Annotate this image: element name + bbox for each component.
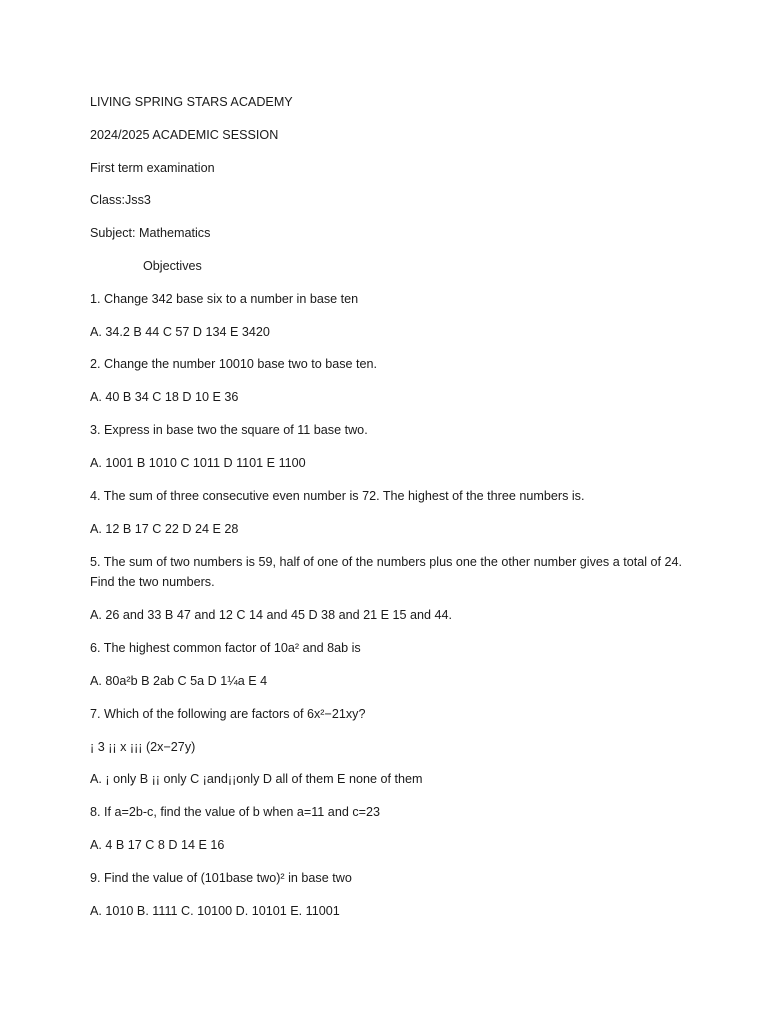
question-7-statements: ¡ 3 ¡¡ x ¡¡¡ (2x−27y) [90,740,196,754]
question-9: 9. Find the value of (101base two)² in base two [90,871,352,885]
subject-label: Subject: Mathematics [90,226,211,240]
options-8: A. 4 B 17 C 8 D 14 E 16 [90,838,225,852]
section-heading: Objectives [143,259,202,273]
options-4: A. 12 B 17 C 22 D 24 E 28 [90,522,239,536]
options-3: A. 1001 B 1010 C 1011 D 1101 E 1100 [90,456,306,470]
class-label: Class:Jss3 [90,193,151,207]
academic-session: 2024/2025 ACADEMIC SESSION [90,128,279,142]
question-4: 4. The sum of three consecutive even number is 72. The highest of the three numbers is. [90,489,585,503]
exam-title: First term examination [90,161,215,175]
options-2: A. 40 B 34 C 18 D 10 E 36 [90,390,239,404]
question-7: 7. Which of the following are factors of 6x²−21xy? [90,707,366,721]
options-1: A. 34.2 B 44 C 57 D 134 E 3420 [90,325,270,339]
question-8: 8. If a=2b-c, find the value of b when a=11 and c=23 [90,805,380,819]
school-name: LIVING SPRING STARS ACADEMY [90,95,293,109]
question-6: 6. The highest common factor of 10a² and 8ab is [90,641,361,655]
options-9: A. 1010 B. 1111 C. 10100 D. 10101 E. 11001 [90,904,340,918]
options-7: A. ¡ only B ¡¡ only C ¡and¡¡only D all of them E none of them [90,772,423,786]
question-3: 3. Express in base two the square of 11 base two. [90,423,368,437]
question-5: 5. The sum of two numbers is 59, half of one of the numbers plus one the other number gives a total of 24. Find the two numbers. [90,555,683,589]
question-1: 1. Change 342 base six to a number in base ten [90,292,359,306]
question-2: 2. Change the number 10010 base two to base ten. [90,357,378,371]
options-6: A. 80a²b B 2ab C 5a D 1¼a E 4 [90,674,268,688]
options-5: A. 26 and 33 B 47 and 12 C 14 and 45 D 38 and 21 E 15 and 44. [90,608,453,622]
